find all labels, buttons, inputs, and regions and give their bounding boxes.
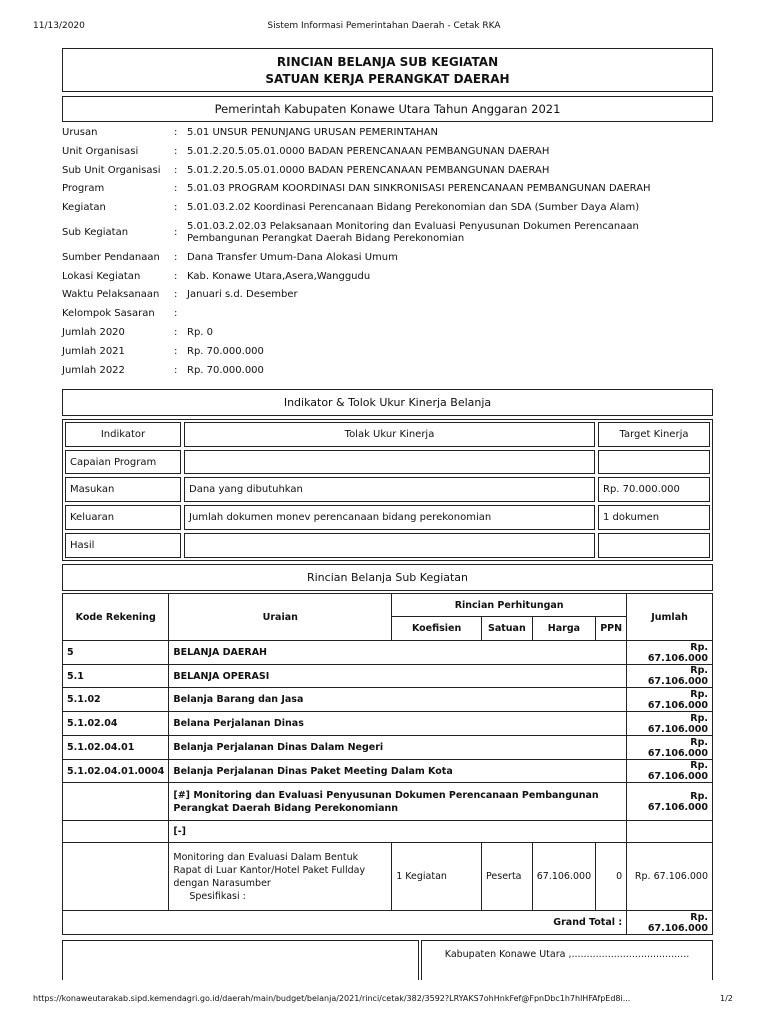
table-row <box>63 641 713 665</box>
item-uraian-cell <box>169 843 392 911</box>
meta-label: Unit Organisasi <box>62 145 139 157</box>
meta-label: Urusan <box>62 127 98 138</box>
signature-right-box <box>421 940 713 980</box>
uraian-cell: Belana Perjalanan Dinas <box>169 712 627 736</box>
meta-row: Unit Organisasi : 5.01.2.20.5.05.01.0000 BADAN PERENCANAAN PEMBANGUNAN DAERAH <box>62 146 712 158</box>
tolok-cell <box>184 533 595 558</box>
meta-label: Sumber Pendanaan <box>62 251 160 263</box>
meta-row: Jumlah 2022 : Rp. 70.000.000 <box>62 365 712 377</box>
indikator-cell: Capaian Program <box>65 450 181 474</box>
meta-row: Jumlah 2020 : Rp. 0 <box>62 327 712 339</box>
document-subtitle: Pemerintah Kabupaten Konawe Utara Tahun Anggaran 2021 <box>62 96 713 122</box>
kode-cell: 5.1.02.04.01 <box>63 736 169 760</box>
target-cell: Rp. 70.000.000 <box>598 477 710 502</box>
indikator-header: Indikator <box>65 422 181 447</box>
harga-header: Harga <box>532 617 595 641</box>
meta-label: Waktu Pelaksanaan <box>62 289 160 301</box>
title-line-1: RINCIAN BELANJA SUB KEGIATAN <box>276 55 499 69</box>
item-uraian: Monitoring dan Evaluasi Dalam Bentuk Rapat di Luar Kantor/Hotel Paket Fullday dengan Narasumber <box>173 851 366 889</box>
print-date: 11/13/2020 <box>33 21 85 31</box>
kode-cell: 5.1 <box>63 665 169 688</box>
meta-value: 5.01.03.2.02.03 Pelaksanaan Monitoring dan Evaluasi Penyusunan Dokumen Perencanaan Pembangunan Perangkat Daerah Bidang Perekonomian <box>187 220 639 244</box>
meta-row: Program : 5.01.03 PROGRAM KOORDINASI DAN SINKRONISASI PERENCANAAN PEMBANGUNAN DAERAH <box>62 183 712 195</box>
rincian-table <box>62 593 713 935</box>
meta-label: Jumlah 2020 <box>62 326 125 338</box>
uraian-cell: Belanja Perjalanan Dinas Dalam Negeri <box>169 736 627 760</box>
meta-label: Sub Kegiatan <box>62 226 129 238</box>
target-cell: 1 dokumen <box>598 505 710 530</box>
meta-value: 5.01.2.20.5.05.01.0000 BADAN PERENCANAAN PEMBANGUNAN DAERAH <box>187 145 550 157</box>
meta-label: Jumlah 2022 <box>62 364 125 376</box>
rincian-section-title: Rincian Belanja Sub Kegiatan <box>62 564 713 591</box>
jumlah-cell: Rp. 67.106.000 <box>627 688 713 712</box>
tolok-cell <box>184 450 595 474</box>
print-title: Sistem Informasi Pemerintahan Daerah - Cetak RKA <box>267 21 501 31</box>
kode-cell: 5 <box>63 641 169 665</box>
meta-value: Rp. 70.000.000 <box>187 364 264 376</box>
jumlah-header: Jumlah <box>627 594 713 641</box>
group-uraian-cell: [#] Monitoring dan Evaluasi Penyusunan Dokumen Perencanaan Pembangunan Perangkat Daerah Bidang Perekonomiann <box>169 783 627 821</box>
table-row <box>63 843 713 911</box>
tolok-cell: Dana yang dibutuhkan <box>184 477 595 502</box>
uraian-cell: BELANJA DAERAH <box>169 641 627 665</box>
item-koefisien-cell: 1 Kegiatan <box>392 843 482 911</box>
target-cell <box>598 450 710 474</box>
group-jumlah-cell: Rp. 67.106.000 <box>627 783 713 821</box>
meta-label: Jumlah 2021 <box>62 345 125 357</box>
table-row <box>63 712 713 736</box>
meta-value: 5.01.03 PROGRAM KOORDINASI DAN SINKRONISASI PERENCANAAN PEMBANGUNAN DAERAH <box>187 183 651 195</box>
item-ppn-cell: 0 <box>596 843 627 911</box>
tolok-cell: Jumlah dokumen monev perencanaan bidang perekonomian <box>184 505 595 530</box>
uraian-cell: Belanja Perjalanan Dinas Paket Meeting Dalam Kota <box>169 760 627 783</box>
meta-row: Urusan : 5.01 UNSUR PENUNJANG URUSAN PEMERINTAHAN <box>62 127 712 139</box>
table-row <box>63 760 713 783</box>
meta-label: Lokasi Kegiatan <box>62 270 141 282</box>
meta-row: Kegiatan : 5.01.03.2.02 Koordinasi Perencanaan Bidang Perekonomian dan SDA (Sumber Daya Alam) <box>62 202 712 214</box>
uraian-header: Uraian <box>169 594 392 641</box>
meta-value: Rp. 0 <box>187 326 214 338</box>
signature-left-box <box>62 940 419 980</box>
kode-cell: 5.1.02.04.01.0004 <box>63 760 169 783</box>
page-number: 1/2 <box>720 994 733 1003</box>
print-url: https://konaweutarakab.sipd.kemendagri.go.id/daerah/main/budget/belanja/2021/rinci/cetak/382/3592?LRYAKS7ohHnkFef@FpnDbc1h7hlHFAfpEd8i... <box>33 994 631 1003</box>
meta-value: Rp. 70.000.000 <box>187 345 264 357</box>
jumlah-cell: Rp. 67.106.000 <box>627 736 713 760</box>
meta-label: Sub Unit Organisasi <box>62 164 161 176</box>
table-row <box>63 665 713 688</box>
meta-value: Dana Transfer Umum-Dana Alokasi Umum <box>187 251 398 263</box>
jumlah-cell: Rp. 67.106.000 <box>627 712 713 736</box>
sub-uraian-cell: [-] <box>169 821 627 843</box>
indikator-cell: Masukan <box>65 477 181 502</box>
kode-cell: 5.1.02 <box>63 688 169 712</box>
item-spesifikasi: Spesifikasi : <box>189 890 246 902</box>
meta-value: 5.01 UNSUR PENUNJANG URUSAN PEMERINTAHAN <box>187 127 438 138</box>
perhitungan-header: Rincian Perhitungan <box>392 594 627 617</box>
meta-value: Januari s.d. Desember <box>187 289 298 301</box>
table-row <box>63 821 713 843</box>
jumlah-cell: Rp. 67.106.000 <box>627 760 713 783</box>
meta-row: Kelompok Sasaran : <box>62 308 712 320</box>
indikator-cell: Hasil <box>65 533 181 558</box>
item-satuan-cell: Peserta <box>482 843 533 911</box>
koefisien-header: Koefisien <box>392 617 482 641</box>
table-row <box>63 736 713 760</box>
tolok-header: Tolak Ukur Kinerja <box>184 422 595 447</box>
meta-row: Waktu Pelaksanaan : Januari s.d. Desember <box>62 289 712 301</box>
meta-value: 5.01.03.2.02 Koordinasi Perencanaan Bidang Perekonomian dan SDA (Sumber Daya Alam) <box>187 202 640 214</box>
meta-label: Program <box>62 183 105 195</box>
item-harga-cell: 67.106.000 <box>532 843 595 911</box>
document-title <box>62 48 713 92</box>
meta-row: Lokasi Kegiatan : Kab. Konawe Utara,Asera,Wanggudu <box>62 271 712 283</box>
ppn-header: PPN <box>596 617 627 641</box>
target-header: Target Kinerja <box>598 422 710 447</box>
satuan-header: Satuan <box>482 617 533 641</box>
grand-total-row <box>63 911 713 935</box>
meta-value <box>187 308 712 320</box>
jumlah-cell: Rp. 67.106.000 <box>627 665 713 688</box>
indikator-section-title: Indikator & Tolok Ukur Kinerja Belanja <box>62 389 713 416</box>
meta-list <box>62 127 712 383</box>
kode-cell: 5.1.02.04 <box>63 712 169 736</box>
uraian-cell: Belanja Barang dan Jasa <box>169 688 627 712</box>
meta-row: Jumlah 2021 : Rp. 70.000.000 <box>62 346 712 358</box>
meta-label: Kelompok Sasaran <box>62 308 155 320</box>
meta-row: Sub Unit Organisasi : 5.01.2.20.5.05.01.0000 BADAN PERENCANAAN PEMBANGUNAN DAERAH <box>62 165 712 177</box>
table-row <box>63 783 713 821</box>
uraian-cell: BELANJA OPERASI <box>169 665 627 688</box>
meta-row: Sumber Pendanaan : Dana Transfer Umum-Dana Alokasi Umum <box>62 252 712 264</box>
grand-total-label: Grand Total : <box>63 911 627 935</box>
item-jumlah-cell: Rp. 67.106.000 <box>627 843 713 911</box>
grand-total-value: Rp. 67.106.000 <box>627 911 713 935</box>
table-row <box>63 688 713 712</box>
title-line-2: SATUAN KERJA PERANGKAT DAERAH <box>265 72 510 86</box>
meta-label: Kegiatan <box>62 202 106 214</box>
jumlah-cell: Rp. 67.106.000 <box>627 641 713 665</box>
target-cell <box>598 533 710 558</box>
meta-value: 5.01.2.20.5.05.01.0000 BADAN PERENCANAAN PEMBANGUNAN DAERAH <box>187 164 550 176</box>
indikator-cell: Keluaran <box>65 505 181 530</box>
meta-value: Kab. Konawe Utara,Asera,Wanggudu <box>187 270 371 282</box>
signature-place: Kabupaten Konawe Utara ,....................................... <box>444 949 690 960</box>
kode-header: Kode Rekening <box>63 594 169 641</box>
meta-row: Sub Kegiatan : 5.01.03.2.02.03 Pelaksanaan Monitoring dan Evaluasi Penyusunan Dokumen Perencanaan Pembangunan Perangkat Daerah Bidang Perekonomian <box>62 221 712 245</box>
